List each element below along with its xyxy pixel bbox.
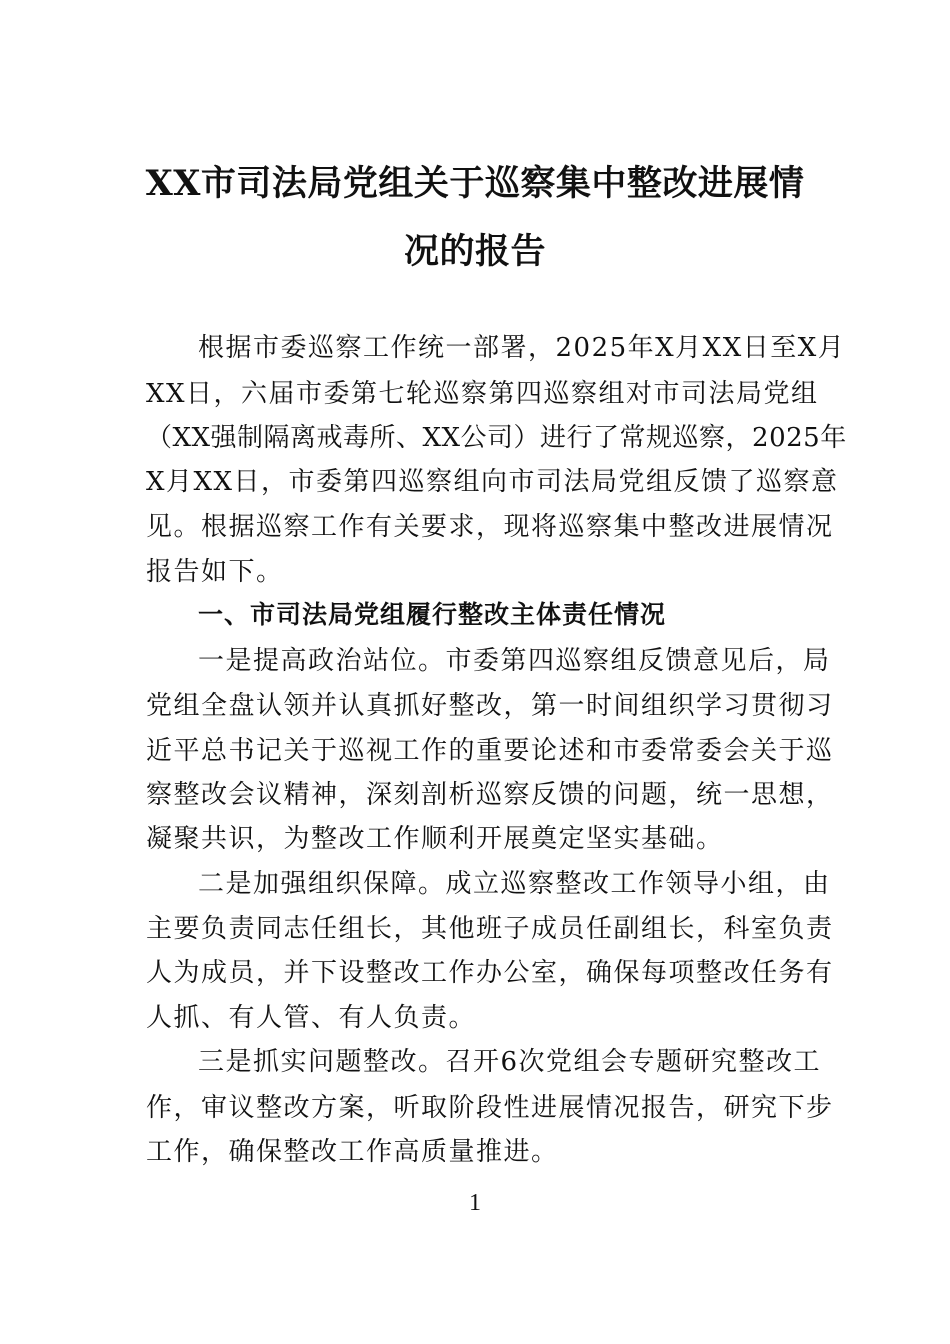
paragraph-line: 作，审议整改方案，听取阶段性进展情况报告，研究下步 (146, 1093, 834, 1123)
paragraph-line: 主要负责同志任组长，其他班子成员任副组长，科室负责 (146, 914, 834, 944)
intro-line: XX日，六届市委第七轮巡察第四巡察组对市司法局党组 (146, 379, 819, 409)
paragraph-line: 凝聚共识，为整改工作顺利开展奠定坚实基础。 (146, 824, 724, 854)
intro-line: 见。根据巡察工作有关要求，现将巡察集中整改进展情况 (146, 512, 834, 542)
paragraph-line: 人抓、有人管、有人负责。 (146, 1003, 477, 1033)
section-1-heading: 一、市司法局党组履行整改主体责任情况 (198, 600, 667, 629)
document-title-line-1: XX市司法局党组关于巡察集中整改进展情 (145, 163, 805, 204)
intro-line: X月XX日，市委第四巡察组向市司法局党组反馈了巡察意 (146, 467, 839, 497)
intro-line: （XX强制隔离戒毒所、XX公司）进行了常规巡察，2025年 (146, 423, 847, 453)
paragraph-line: 二是加强组织保障。成立巡察整改工作领导小组，由 (198, 869, 831, 899)
intro-line: 报告如下。 (146, 557, 284, 587)
paragraph-line: 三是抓实问题整改。召开6次党组会专题研究整改工 (198, 1047, 822, 1077)
paragraph-line: 人为成员，并下设整改工作办公室，确保每项整改任务有 (146, 958, 834, 988)
paragraph-line: 一是提高政治站位。市委第四巡察组反馈意见后，局 (198, 646, 831, 676)
intro-line: 根据市委巡察工作统一部署，2025年X月XX日至X月 (198, 333, 846, 363)
page-number: 1 (469, 1190, 481, 1216)
document-title-line-2: 况的报告 (403, 231, 546, 272)
paragraph-line: 党组全盘认领并认真抓好整改，第一时间组织学习贯彻习 (146, 691, 834, 721)
paragraph-line: 察整改会议精神，深刻剖析巡察反馈的问题，统一思想， (146, 780, 834, 810)
paragraph-line: 工作，确保整改工作高质量推进。 (146, 1137, 559, 1167)
paragraph-line: 近平总书记关于巡视工作的重要论述和市委常委会关于巡 (146, 736, 834, 766)
